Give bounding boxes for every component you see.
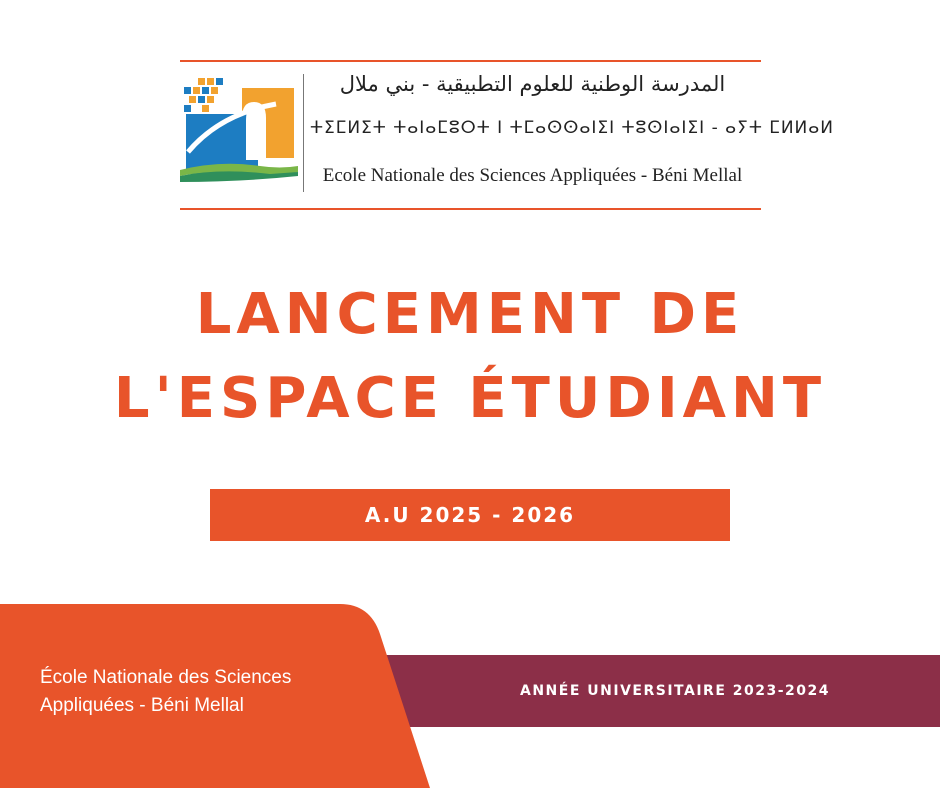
footer-year-band bbox=[370, 655, 940, 727]
school-name-french: Ecole Nationale des Sciences Appliquées - Béni Mellal bbox=[322, 165, 743, 186]
header-bottom-rule bbox=[180, 208, 761, 210]
footer-school-name: École Nationale des Sciences Appliquées - Béni Mellal bbox=[40, 667, 292, 716]
ensa-logo-icon bbox=[180, 74, 298, 186]
school-name-tifinagh: ⵜⵉⵎⵍⵉⵜ ⵜⴰⵏⴰⵎⵓⵔⵜ ⵏ ⵜⵎⴰⵙⵙⴰⵏⵉⵏ ⵜⵓⵙⵏⴰⵏⵉⵏ - ⴰⵢⵜ ⵎⵍⵍⴰⵍ bbox=[310, 118, 834, 138]
logo-divider bbox=[303, 74, 304, 192]
academic-year-text: A.U 2025 - 2026 bbox=[364, 503, 576, 527]
title-line-2: L'ESPACE ÉTUDIANT bbox=[113, 366, 827, 431]
header-top-rule bbox=[180, 60, 761, 62]
footer-year-label: ANNÉE UNIVERSITAIRE 2023-2024 bbox=[520, 683, 830, 699]
academic-year-badge bbox=[210, 489, 730, 541]
school-name-arabic: المدرسة الوطنية للعلوم التطبيقية - بني ملال bbox=[339, 72, 726, 96]
title-line-1: LANCEMENT DE bbox=[195, 282, 745, 347]
